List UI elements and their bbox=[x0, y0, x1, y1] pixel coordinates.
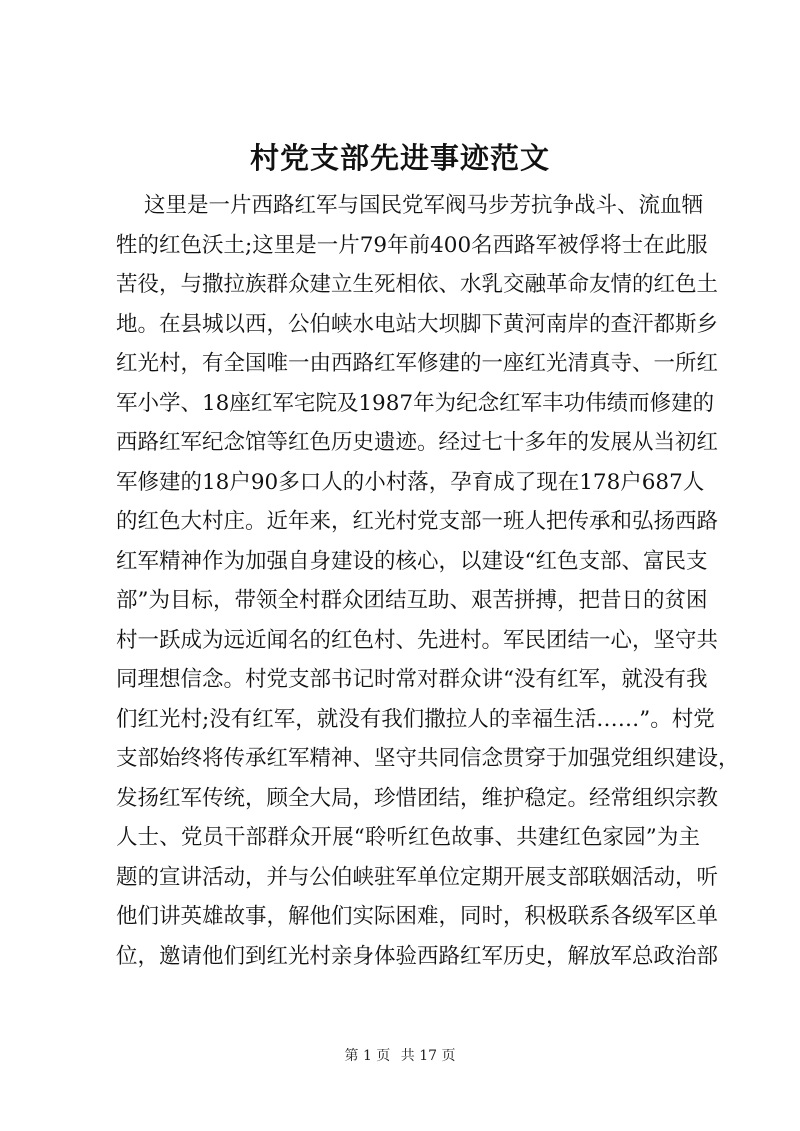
paragraph-line: 他们讲英雄故事，解他们实际困难，同时，积极联系各级军区单 bbox=[116, 904, 719, 929]
page-total: 共 17 页 bbox=[400, 1048, 456, 1064]
paragraph-line: 们红光村;没有红军，就没有我们撒拉人的幸福生活……”。村党 bbox=[116, 706, 715, 732]
page-number: 第 1 页 bbox=[344, 1048, 391, 1064]
paragraph-line: 村一跃成为远近闻名的红色村、先进村。军民团结一心，坚守共 bbox=[116, 627, 719, 653]
paragraph-line: 发扬红军传统，顾全大局，珍惜团结，维护稳定。经常组织宗教 bbox=[116, 785, 719, 811]
paragraph-line: 军修建的18户90多口人的小村落，孕育成了现在178户687人 bbox=[116, 469, 705, 495]
paragraph-line: 地。在县城以西，公伯峡水电站大坝脚下黄河南岸的查汗都斯乡 bbox=[116, 311, 719, 337]
document-body bbox=[116, 186, 740, 976]
paragraph-line: 红军精神作为加强自身建设的核心，以建设“红色支部、富民支 bbox=[116, 548, 708, 574]
paragraph-line: 支部始终将传承红军精神、坚守共同信念贯穿于加强党组织建设， bbox=[116, 746, 740, 771]
paragraph-line: 位，邀请他们到红光村亲身体验西路红军历史，解放军总政治部 bbox=[116, 943, 719, 969]
paragraph-line: 这里是一片西路红军与国民党军阀马步芳抗争战斗、流血牺 bbox=[144, 193, 704, 218]
paragraph-line: 题的宣讲活动，并与公伯峡驻军单位定期开展支部联姻活动，听 bbox=[116, 864, 719, 890]
paragraph-line: 牲的红色沃土;这里是一片79年前400名西路军被俘将士在此服 bbox=[116, 232, 708, 258]
paragraph-line: 部”为目标，带领全村群众团结互助、艰苦拼搏，把昔日的贫困 bbox=[116, 588, 708, 613]
paragraph-line: 人士、党员干部群众开展“聆听红色故事、共建红色家园”为主 bbox=[116, 825, 700, 850]
paragraph-line: 同理想信念。村党支部书记时常对群众讲“没有红军，就没有我 bbox=[116, 667, 708, 692]
page-footer bbox=[0, 1046, 800, 1066]
paragraph-line: 红光村，有全国唯一由西路红军修建的一座红光清真寺、一所红 bbox=[116, 351, 719, 376]
paragraph-line: 苦役，与撒拉族群众建立生死相依、水乳交融革命友情的红色土 bbox=[116, 272, 719, 297]
document-title: 村党支部先进事迹范文 bbox=[249, 141, 550, 175]
paragraph-line: 的红色大村庄。近年来，红光村党支部一班人把传承和弘扬西路 bbox=[116, 509, 719, 534]
paragraph-line: 西路红军纪念馆等红色历史遗迹。经过七十多年的发展从当初红 bbox=[116, 430, 719, 455]
paragraph-line: 军小学、18座红军宅院及1987年为纪念红军丰功伟绩而修建的 bbox=[116, 390, 715, 416]
